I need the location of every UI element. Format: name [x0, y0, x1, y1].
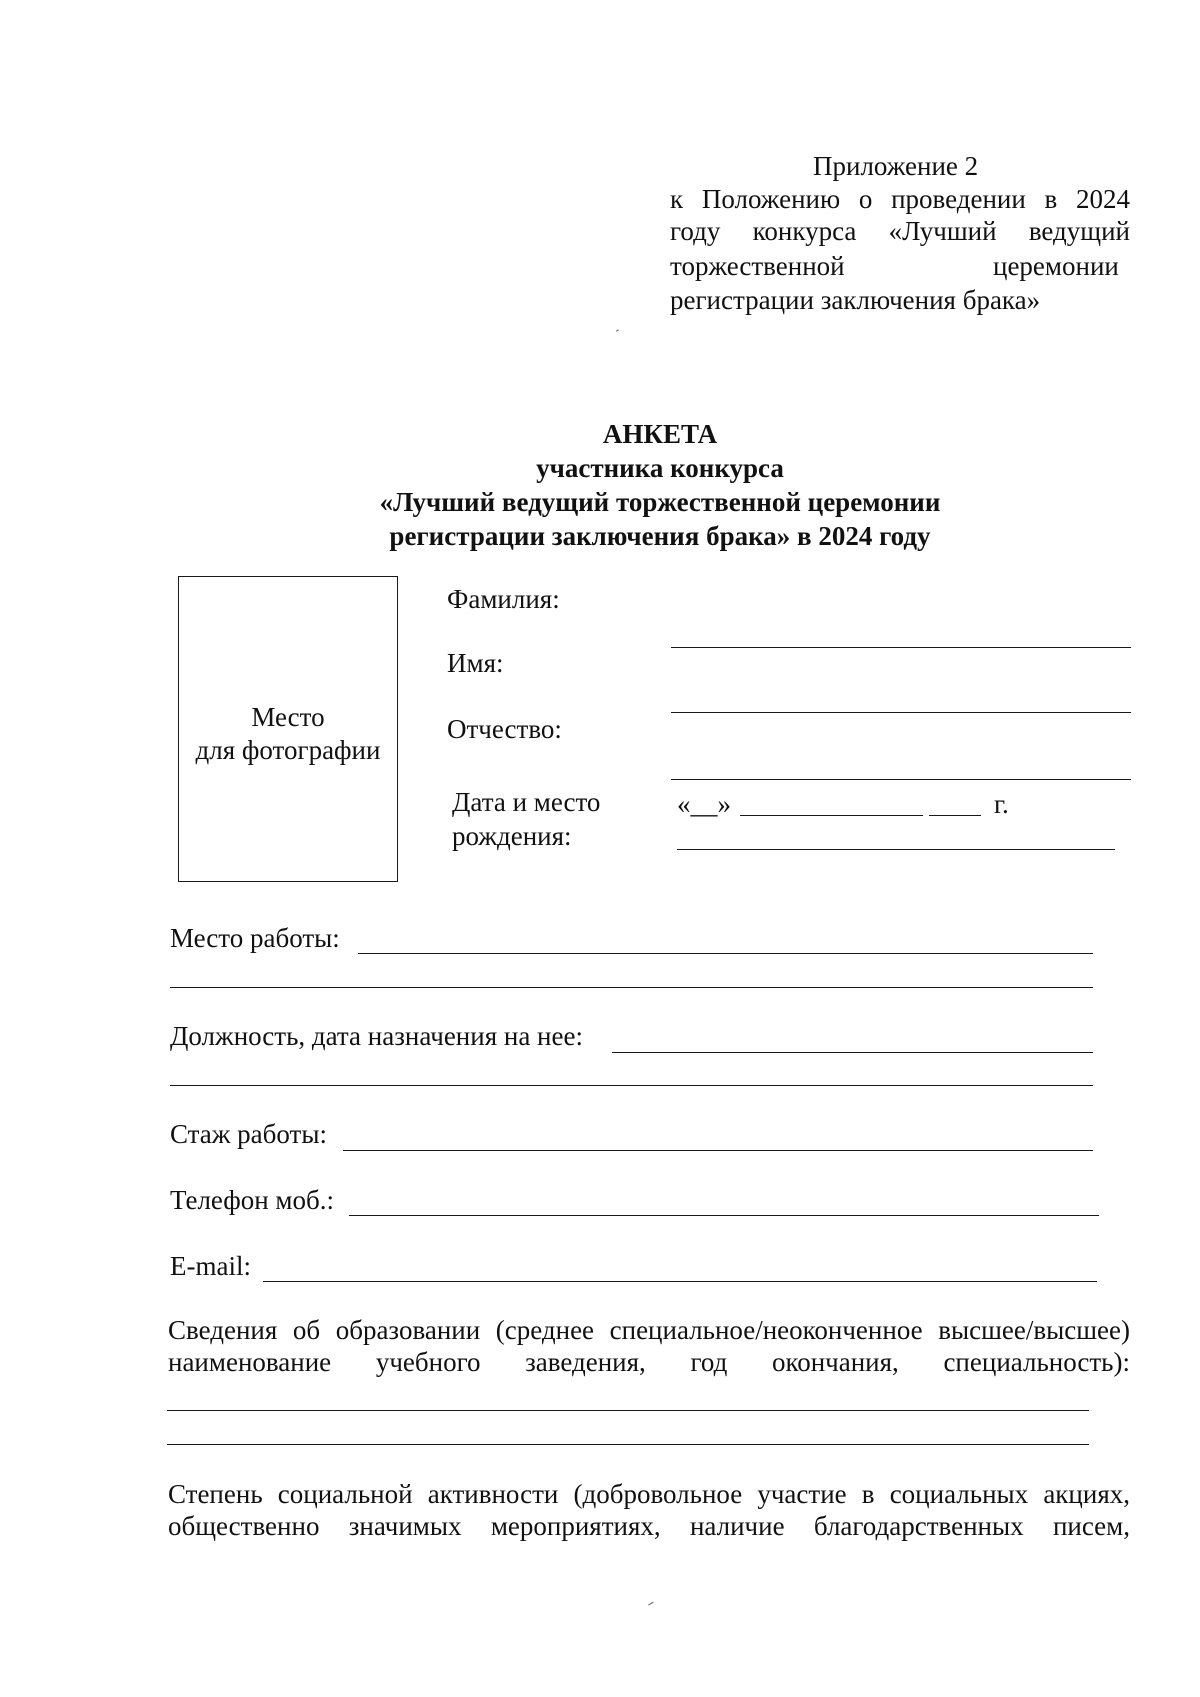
phone-field[interactable]: [349, 1215, 1099, 1216]
photo-label-line: для фотографии: [195, 735, 381, 765]
position-field[interactable]: [612, 1052, 1093, 1053]
education-field[interactable]: [167, 1410, 1089, 1411]
workplace-field[interactable]: [358, 953, 1093, 954]
name-label: Имя:: [447, 648, 504, 678]
document-subtitle: участника конкурса: [536, 453, 784, 483]
education-text-line: Сведения об образовании (среднее специальное/неоконченное высшее/высшее): [168, 1315, 1130, 1345]
appendix-text-line: церемонии: [993, 251, 1119, 281]
birth-place-field[interactable]: [677, 849, 1115, 850]
birth-day-field[interactable]: «__»: [677, 789, 731, 819]
experience-field[interactable]: [343, 1150, 1093, 1151]
appendix-text-line: к Положению о проведении в 2024: [670, 184, 1130, 214]
workplace-field-extra[interactable]: [170, 987, 1093, 988]
birth-year-field[interactable]: [929, 815, 981, 816]
workplace-label: Место работы:: [170, 923, 340, 953]
scan-speck: [616, 329, 619, 332]
document-title: АНКЕТА: [602, 419, 718, 449]
document-subtitle: регистрации заключения брака» в 2024 году: [389, 521, 931, 551]
appendix-label: Приложение 2: [813, 151, 979, 181]
surname-field[interactable]: [671, 647, 1131, 648]
email-field[interactable]: [263, 1281, 1097, 1282]
activity-text: [168, 1478, 1130, 1542]
photo-placeholder[interactable]: [178, 576, 398, 882]
photo-label-line: Место: [251, 702, 325, 732]
birth-label: рождения:: [452, 821, 572, 851]
photo-placeholder-label: [179, 701, 397, 767]
phone-label: Телефон моб.:: [170, 1185, 335, 1215]
experience-label: Стаж работы:: [170, 1119, 327, 1149]
patronymic-label: Отчество:: [447, 714, 562, 744]
position-field-extra[interactable]: [170, 1085, 1093, 1086]
birth-label: Дата и место: [452, 787, 601, 817]
email-label: E-mail:: [170, 1251, 251, 1281]
education-text-line: наименование учебного заведения, год окончания, специальность):: [168, 1347, 1130, 1377]
scan-speck: [648, 1602, 654, 1606]
document-subtitle: «Лучший ведущий торжественной церемонии: [379, 487, 941, 517]
name-field[interactable]: [671, 712, 1131, 713]
appendix-text-line: торжественной: [670, 251, 845, 281]
appendix-text-line: году конкурса «Лучший ведущий: [670, 216, 1130, 246]
education-text: [168, 1314, 1130, 1378]
activity-text-line: Степень социальной активности (добровольное участие в социальных акциях,: [168, 1479, 1130, 1509]
patronymic-field[interactable]: [671, 779, 1131, 780]
birth-month-field[interactable]: [740, 815, 923, 816]
education-field-extra[interactable]: [167, 1444, 1089, 1445]
activity-text-line: общественно значимых мероприятиях, наличие благодарственных писем,: [168, 1511, 1130, 1541]
appendix-text-line: регистрации заключения брака»: [670, 285, 1041, 315]
appendix-text: [670, 183, 1130, 247]
surname-label: Фамилия:: [447, 584, 560, 614]
birth-year-suffix: г.: [994, 789, 1009, 819]
position-label: Должность, дата назначения на нее:: [170, 1021, 583, 1051]
